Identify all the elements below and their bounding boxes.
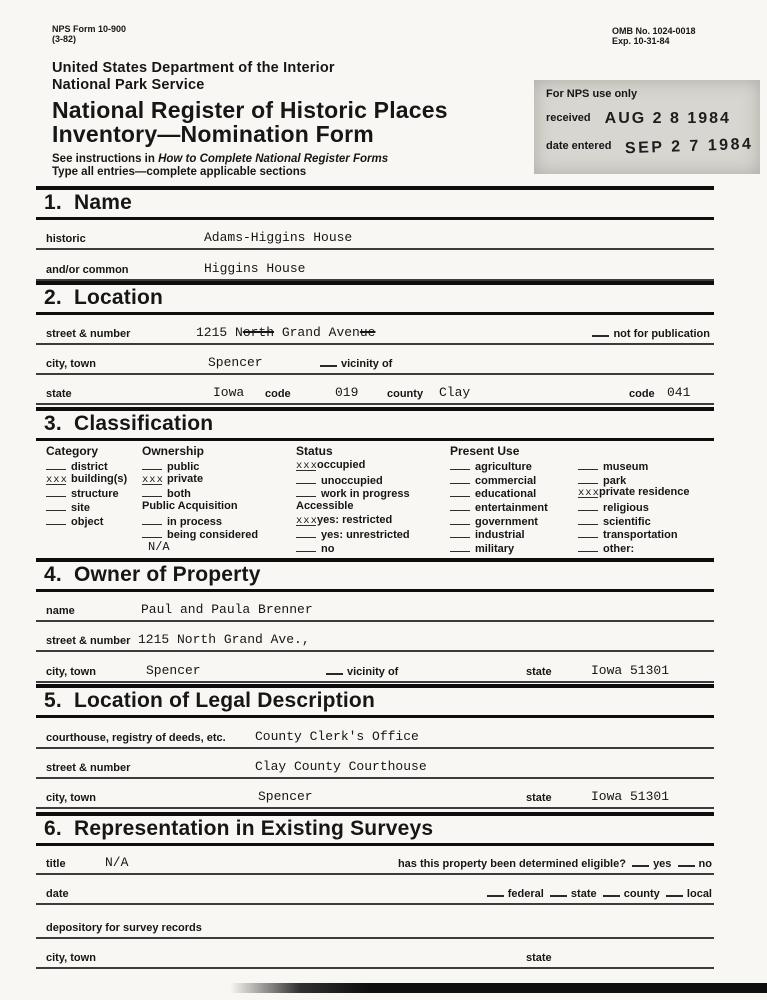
classification-category-column bbox=[46, 444, 142, 527]
agency-title: National Park Service bbox=[52, 77, 205, 93]
state-code-value: 019 bbox=[335, 385, 359, 400]
instructions-line bbox=[52, 153, 388, 165]
checkbox-mark bbox=[450, 500, 470, 511]
received-row bbox=[546, 110, 731, 128]
status-work-in-progress: work in progress bbox=[296, 486, 448, 500]
field-legal-street-row bbox=[36, 750, 714, 779]
checkbox-mark bbox=[46, 459, 66, 470]
legal-city-label: city, town bbox=[46, 792, 96, 804]
city-label: city, town bbox=[46, 358, 96, 370]
checkbox-mark bbox=[142, 459, 162, 470]
checkbox-mark: xxx bbox=[296, 460, 318, 472]
present-use-header: Present Use bbox=[450, 444, 520, 458]
eligible-question-label: has this property been determined eligible? bbox=[397, 858, 626, 870]
department-title: United States Department of the Interior bbox=[52, 60, 335, 76]
status-header: Status bbox=[296, 444, 333, 458]
depository-label: depository for survey records bbox=[46, 922, 202, 934]
local-label: local bbox=[686, 888, 712, 900]
federal-label: federal bbox=[507, 888, 544, 900]
historic-value: Adams-Higgins House bbox=[204, 230, 353, 245]
checkbox-mark: xxx bbox=[142, 473, 164, 486]
eligible-no-label: no bbox=[698, 858, 712, 870]
common-name-value: Higgins House bbox=[204, 261, 306, 276]
street-value-part1: 1215 N bbox=[196, 325, 243, 340]
ownership-both: both bbox=[142, 486, 296, 500]
county-value: Clay bbox=[439, 385, 471, 400]
owner-city-value: Spencer bbox=[146, 663, 201, 678]
field-survey-title-row bbox=[36, 846, 714, 875]
checkbox-mark bbox=[296, 527, 316, 538]
acquisition-being-considered: being considered bbox=[142, 527, 296, 541]
scan-artifact-bar bbox=[230, 983, 767, 993]
form-title-line2: Inventory—Nomination Form bbox=[52, 121, 374, 147]
field-owner-street-row bbox=[36, 623, 714, 652]
not-for-publication-label: not for publication bbox=[613, 328, 710, 340]
owner-vicinity-label: vicinity of bbox=[347, 666, 399, 678]
accessible-yes-restricted: xxxyes: restricted bbox=[296, 513, 393, 527]
type-entries-line: Type all entries—complete applicable sections bbox=[52, 166, 307, 178]
checkbox-mark bbox=[578, 541, 598, 552]
vicinity-label: vicinity of bbox=[341, 358, 393, 370]
county-level-label: county bbox=[623, 888, 660, 900]
vicinity-blank bbox=[320, 356, 337, 367]
status-unoccupied: unoccupied bbox=[296, 473, 448, 487]
not-for-publication-blank bbox=[592, 326, 609, 337]
street-value-part2: Grand Aven bbox=[274, 325, 360, 340]
nps-box-header: For NPS use only bbox=[546, 88, 638, 100]
use-educational: educational bbox=[450, 486, 578, 500]
checkbox-mark bbox=[142, 486, 162, 497]
use-industrial: industrial bbox=[450, 527, 578, 541]
owner-state-value: Iowa 51301 bbox=[591, 663, 670, 678]
use-entertainment: entertainment bbox=[450, 500, 578, 514]
category-header: Category bbox=[46, 444, 99, 458]
owner-name-value: Paul and Paula Brenner bbox=[141, 602, 313, 617]
section-3-heading: 3. Classification bbox=[36, 407, 714, 441]
owner-vicinity-blank bbox=[326, 664, 343, 675]
section-4-heading: 4. Owner of Property bbox=[36, 558, 714, 592]
owner-vicinity-option bbox=[326, 664, 398, 678]
state-blank bbox=[550, 886, 567, 897]
federal-blank bbox=[487, 886, 504, 897]
checkbox-mark bbox=[296, 486, 316, 497]
classification-ownership-column bbox=[142, 444, 296, 555]
accessible-header: Accessible bbox=[296, 500, 354, 513]
field-state-row bbox=[36, 376, 714, 405]
checkbox-mark bbox=[450, 473, 470, 484]
category-buildings: xxx building(s) bbox=[46, 472, 128, 486]
owner-state-label: state bbox=[526, 666, 552, 678]
checkbox-mark: xxx bbox=[578, 487, 600, 500]
received-date-stamp: AUG 2 8 1984 bbox=[604, 110, 731, 127]
use-religious: religious bbox=[578, 500, 716, 514]
checkbox-mark bbox=[46, 500, 66, 511]
omb-number-block bbox=[612, 26, 696, 46]
date-entered-label: date entered bbox=[546, 140, 612, 152]
ownership-header: Ownership bbox=[142, 444, 205, 458]
checkbox-mark bbox=[450, 541, 470, 552]
state-level-label: state bbox=[570, 888, 597, 900]
status-occupied: xxxoccupied bbox=[296, 459, 366, 472]
category-district: district bbox=[46, 459, 142, 473]
field-owner-city-row bbox=[36, 654, 714, 683]
date-entered-row bbox=[546, 135, 755, 158]
use-government: government bbox=[450, 514, 578, 528]
omb-expiry-line2: Exp. 10-31-84 bbox=[612, 36, 670, 46]
field-common-name-row bbox=[36, 252, 714, 281]
historic-label: historic bbox=[46, 233, 86, 245]
state-value: Iowa bbox=[213, 385, 245, 400]
checkbox-mark bbox=[142, 527, 162, 538]
field-survey-date-row bbox=[36, 876, 714, 905]
field-survey-city-row bbox=[36, 940, 714, 969]
section-2-heading: 2. Location bbox=[36, 281, 714, 315]
instructions-manual-title: How to Complete National Register Forms bbox=[158, 153, 389, 165]
eligible-question-group bbox=[398, 856, 712, 870]
street-value-struck2: ue bbox=[359, 325, 376, 340]
survey-city-label: city, town bbox=[46, 952, 96, 964]
eligible-yes-blank bbox=[632, 856, 649, 867]
form-number-block bbox=[52, 24, 126, 44]
use-military: military bbox=[450, 541, 578, 555]
state-code-label: code bbox=[265, 388, 291, 400]
survey-title-label: title bbox=[46, 858, 66, 870]
legal-state-value: Iowa 51301 bbox=[591, 789, 670, 804]
checkbox-mark bbox=[578, 514, 598, 525]
checkbox-mark bbox=[46, 486, 66, 497]
checkbox-mark bbox=[296, 473, 316, 484]
not-for-publication-option bbox=[592, 326, 710, 340]
instructions-prefix: See instructions in bbox=[52, 153, 159, 165]
state-label: state bbox=[46, 388, 72, 400]
classification-present-use-column1 bbox=[450, 444, 578, 555]
field-city-row bbox=[36, 346, 714, 375]
use-agriculture: agriculture bbox=[450, 459, 578, 473]
form-number-line1: NPS Form 10-900 bbox=[52, 24, 127, 34]
county-blank bbox=[603, 886, 620, 897]
courthouse-value: County Clerk's Office bbox=[255, 729, 419, 744]
form-title-line1: National Register of Historic Places bbox=[52, 97, 448, 123]
checkbox-mark bbox=[142, 514, 162, 525]
present-use-spacer bbox=[578, 444, 716, 459]
county-label: county bbox=[387, 388, 424, 400]
field-legal-city-row bbox=[36, 780, 714, 809]
street-value bbox=[196, 325, 375, 340]
street-value-struck1: orth bbox=[242, 325, 275, 340]
accessible-yes-unrestricted: yes: unrestricted bbox=[296, 527, 448, 541]
classification-present-use-column2 bbox=[578, 444, 716, 555]
survey-title-value: N/A bbox=[105, 855, 129, 870]
form-number-line2: (3-82) bbox=[52, 34, 77, 44]
accessible-no: no bbox=[296, 541, 448, 555]
category-site: site bbox=[46, 500, 142, 514]
vicinity-option bbox=[320, 356, 392, 370]
local-blank bbox=[666, 886, 683, 897]
survey-level-group bbox=[487, 886, 712, 900]
use-park: park bbox=[578, 473, 716, 487]
checkbox-mark: xxx bbox=[296, 514, 318, 527]
ownership-private: xxx private bbox=[142, 472, 204, 486]
checkbox-mark bbox=[450, 527, 470, 538]
courthouse-label: courthouse, registry of deeds, etc. bbox=[46, 732, 226, 744]
checkbox-mark: xxx bbox=[46, 473, 68, 486]
checkbox-mark bbox=[578, 500, 598, 511]
nps-use-only-box bbox=[534, 80, 760, 174]
checkbox-mark bbox=[578, 473, 598, 484]
checkbox-mark bbox=[450, 514, 470, 525]
county-code-label: code bbox=[629, 388, 655, 400]
use-scientific: scientific bbox=[578, 514, 716, 528]
acquisition-in-process: in process bbox=[142, 514, 296, 528]
checkbox-mark bbox=[578, 459, 598, 470]
checkbox-mark bbox=[296, 541, 316, 552]
owner-name-label: name bbox=[46, 605, 75, 617]
public-acquisition-header: Public Acquisition bbox=[142, 500, 238, 513]
acquisition-na-value: N/A bbox=[148, 540, 170, 555]
section-1-heading: 1. Name bbox=[36, 186, 714, 220]
date-entered-stamp: SEP 2 7 1984 bbox=[625, 135, 755, 158]
street-label: street & number bbox=[46, 328, 131, 340]
classification-status-column bbox=[296, 444, 448, 555]
checkbox-mark bbox=[578, 527, 598, 538]
use-museum: museum bbox=[578, 459, 716, 473]
field-street-row bbox=[36, 316, 714, 345]
survey-state-label: state bbox=[526, 952, 552, 964]
owner-street-value: 1215 North Grand Ave., bbox=[138, 632, 310, 647]
checkbox-mark bbox=[46, 514, 66, 525]
owner-street-label: street & number bbox=[46, 635, 131, 647]
field-depository-row bbox=[36, 910, 714, 939]
use-private-residence: xxxprivate residence bbox=[578, 486, 690, 500]
legal-street-value: Clay County Courthouse bbox=[255, 759, 427, 774]
county-code-value: 041 bbox=[667, 385, 691, 400]
received-label: received bbox=[546, 112, 591, 124]
legal-city-value: Spencer bbox=[258, 789, 313, 804]
section-5-heading: 5. Location of Legal Description bbox=[36, 684, 714, 718]
legal-street-label: street & number bbox=[46, 762, 131, 774]
city-value: Spencer bbox=[208, 355, 263, 370]
legal-state-label: state bbox=[526, 792, 552, 804]
category-structure: structure bbox=[46, 486, 142, 500]
omb-number-line1: OMB No. 1024-0018 bbox=[612, 26, 696, 36]
use-transportation: transportation bbox=[578, 527, 716, 541]
eligible-yes-label: yes bbox=[653, 858, 672, 870]
use-other: other: bbox=[578, 541, 716, 555]
owner-city-label: city, town bbox=[46, 666, 96, 678]
checkbox-mark bbox=[450, 459, 470, 470]
field-courthouse-row bbox=[36, 720, 714, 749]
field-owner-name-row bbox=[36, 593, 714, 622]
field-historic-row bbox=[36, 221, 714, 250]
survey-date-label: date bbox=[46, 888, 69, 900]
use-commercial: commercial bbox=[450, 473, 578, 487]
section-6-heading: 6. Representation in Existing Surveys bbox=[36, 812, 714, 846]
eligible-no-blank bbox=[678, 856, 695, 867]
category-object: object bbox=[46, 514, 142, 528]
common-name-label: and/or common bbox=[46, 264, 129, 276]
checkbox-mark bbox=[450, 486, 470, 497]
ownership-public: public bbox=[142, 459, 296, 473]
